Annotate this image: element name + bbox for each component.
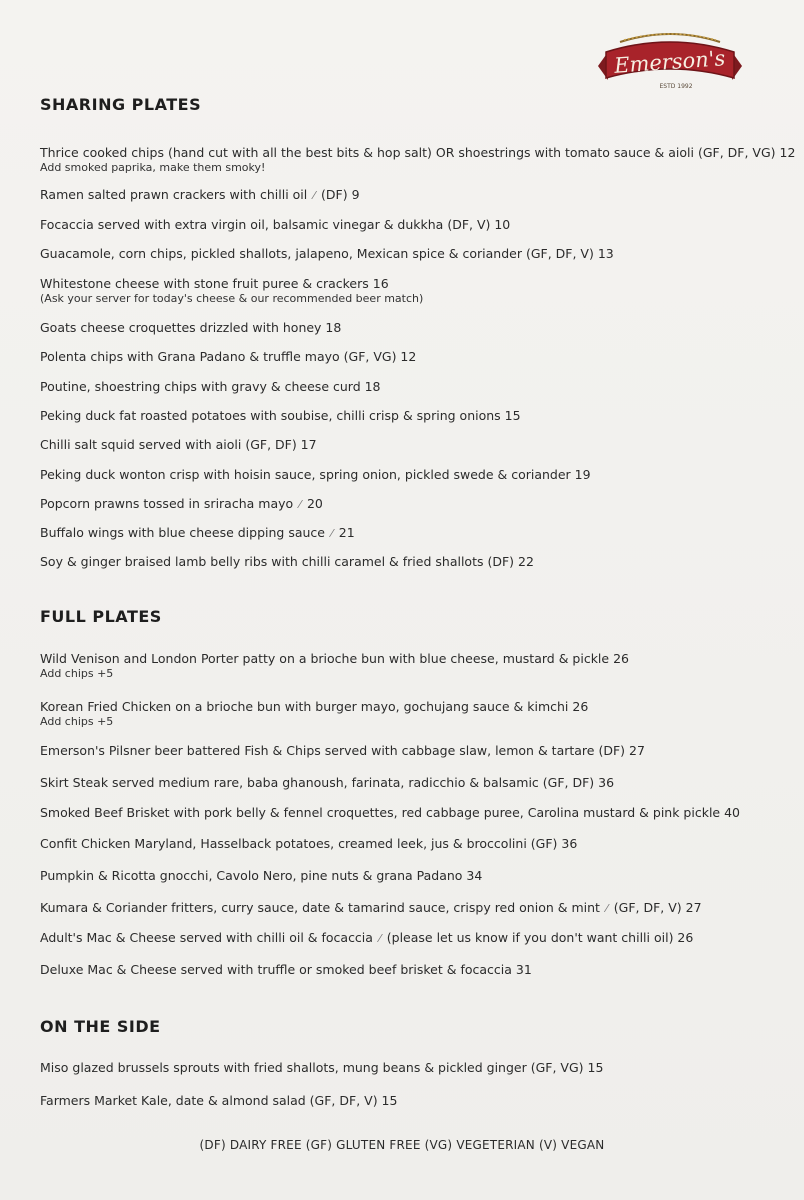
menu-item [40, 962, 760, 978]
item-note: Add smoked paprika, make them smoky! [40, 161, 266, 174]
menu-item [40, 651, 760, 681]
item-text: Peking duck fat roasted potatoes with soubise, chilli crisp & spring onions 15 [40, 408, 521, 423]
menu-item [40, 437, 760, 453]
chilli-icon: ⁄ [330, 527, 333, 540]
item-text: Soy & ginger braised lamb belly ribs with chilli caramel & fried shallots (DF) 22 [40, 554, 534, 569]
item-text: Emerson's Pilsner beer battered Fish & Chips served with cabbage slaw, lemon & tartare (DF) 27 [40, 743, 645, 758]
menu-item [40, 836, 760, 852]
menu-item [40, 145, 796, 175]
menu-item [40, 349, 760, 365]
menu-item [40, 379, 760, 395]
item-text: Korean Fried Chicken on a brioche bun with burger mayo, gochujang sauce & kimchi 26 [40, 699, 589, 714]
item-text-suffix: 20 [306, 496, 323, 511]
item-text: Adult's Mac & Cheese served with chilli oil & focaccia [40, 930, 373, 945]
item-text: Pumpkin & Ricotta gnocchi, Cavolo Nero, pine nuts & grana Padano 34 [40, 868, 483, 883]
item-text-suffix: 21 [338, 525, 355, 540]
emersons-logo [590, 22, 750, 102]
item-text: Kumara & Coriander fritters, curry sauce, date & tamarind sauce, crispy red onion & mint [40, 900, 600, 915]
item-text: Chilli salt squid served with aioli (GF, DF) 17 [40, 437, 317, 452]
logo-wordmark: Emerson's [613, 46, 727, 78]
item-text-suffix: (DF) 9 [321, 187, 360, 202]
chilli-icon: ⁄ [605, 902, 608, 915]
item-text: Buffalo wings with blue cheese dipping sauce [40, 525, 325, 540]
menu-item [40, 496, 760, 513]
item-text: Thrice cooked chips (hand cut with all the best bits & hop salt) OR shoestrings with tomato sauce & aioli (GF, DF, VG) 12 [40, 145, 796, 160]
section-title-full-plates: FULL PLATES [40, 607, 162, 626]
item-text: Whitestone cheese with stone fruit puree & crackers 16 [40, 276, 389, 291]
section-title-sharing-plates: SHARING PLATES [40, 95, 202, 114]
item-text-suffix: (please let us know if you don't want chilli oil) 26 [386, 930, 694, 945]
menu-item [40, 743, 760, 759]
item-text: Deluxe Mac & Cheese served with truffle or smoked beef brisket & focaccia 31 [40, 962, 532, 977]
item-text: Wild Venison and London Porter patty on a brioche bun with blue cheese, mustard & pickle 26 [40, 651, 629, 666]
item-text: Smoked Beef Brisket with pork belly & fennel croquettes, red cabbage puree, Carolina mustard & pink pickle 40 [40, 805, 740, 820]
item-note: (Ask your server for today's cheese & our recommended beer match) [40, 292, 424, 305]
menu-item [40, 246, 760, 262]
item-text: Skirt Steak served medium rare, baba ghanoush, farinata, radicchio & balsamic (GF, DF) 36 [40, 775, 615, 790]
menu-item [40, 525, 760, 542]
item-text: Farmers Market Kale, date & almond salad (GF, DF, V) 15 [40, 1093, 398, 1108]
item-text: Peking duck wonton crisp with hoisin sauce, spring onion, pickled swede & coriander 19 [40, 467, 591, 482]
item-text: Popcorn prawns tossed in sriracha mayo [40, 496, 294, 511]
menu-item [40, 320, 760, 336]
item-text: Goats cheese croquettes drizzled with honey 18 [40, 320, 342, 335]
chilli-icon: ⁄ [313, 189, 316, 202]
menu-item [40, 900, 760, 917]
item-text: Polenta chips with Grana Padano & truffle mayo (GF, VG) 12 [40, 349, 417, 364]
menu-item [40, 1093, 760, 1109]
menu-item [40, 554, 760, 570]
item-note: Add chips +5 [40, 667, 114, 680]
item-text: Poutine, shoestring chips with gravy & cheese curd 18 [40, 379, 381, 394]
dietary-legend: (DF) DAIRY FREE (GF) GLUTEN FREE (VG) VEGETERIAN (V) VEGAN [199, 1138, 605, 1152]
menu-item [40, 699, 760, 729]
item-text: Ramen salted prawn crackers with chilli oil [40, 187, 308, 202]
menu-item [40, 408, 760, 424]
section-title-on-the-side: ON THE SIDE [40, 1017, 161, 1036]
menu-item [40, 775, 760, 791]
item-text: Miso glazed brussels sprouts with fried shallots, mung beans & pickled ginger (GF, VG) 15 [40, 1060, 604, 1075]
menu-item [40, 217, 760, 233]
item-text: Confit Chicken Maryland, Hasselback potatoes, creamed leek, jus & broccolini (GF) 36 [40, 836, 578, 851]
item-text: Focaccia served with extra virgin oil, balsamic vinegar & dukkha (DF, V) 10 [40, 217, 511, 232]
item-text: Guacamole, corn chips, pickled shallots, jalapeno, Mexican spice & coriander (GF, DF, V) 13 [40, 246, 614, 261]
menu-item [40, 467, 760, 483]
menu-item [40, 276, 760, 306]
chilli-icon: ⁄ [299, 498, 301, 511]
item-note: Add chips +5 [40, 715, 114, 728]
logo-est: ESTD 1992 [659, 83, 693, 90]
menu-item [40, 868, 760, 884]
menu-item [40, 805, 760, 821]
menu-item [40, 187, 760, 204]
chilli-icon: ⁄ [378, 932, 381, 945]
item-text-suffix: (GF, DF, V) 27 [613, 900, 702, 915]
menu-item [40, 930, 760, 947]
menu-item [40, 1060, 760, 1076]
